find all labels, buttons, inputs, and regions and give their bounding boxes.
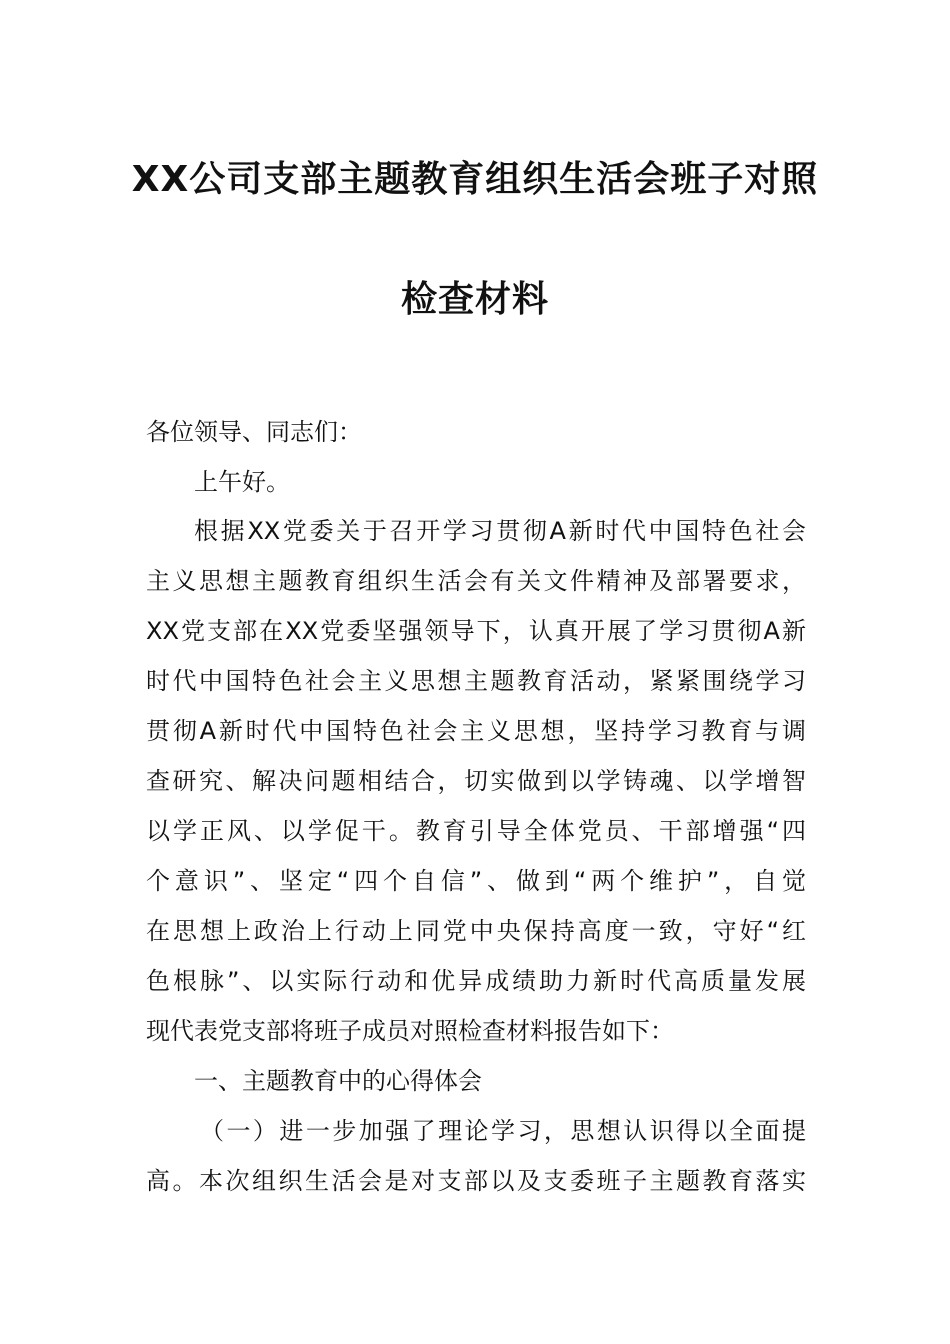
section-heading: 一、主题教育中的心得体会	[194, 1067, 482, 1095]
salutation: 各位领导、同志们：	[146, 418, 362, 446]
paragraph-line: 贯彻A新时代中国特色社会主义思想，坚持学习教育与调	[146, 717, 806, 745]
paragraph-line: 根据XX党委关于召开学习贯彻A新时代中国特色社会	[194, 517, 806, 545]
paragraph-line: 在思想上政治上行动上同党中央保持高度一致，守好“红	[146, 917, 806, 945]
document-title-line-1: XX公司支部主题教育组织生活会班子对照	[131, 159, 819, 200]
subsection-line: 高。本次组织生活会是对支部以及支委班子主题教育落实	[146, 1167, 806, 1195]
paragraph-line: 主义思想主题教育组织生活会有关文件精神及部署要求，	[146, 567, 806, 595]
paragraph-line: 查研究、解决问题相结合，切实做到以学铸魂、以学增智	[146, 767, 806, 795]
paragraph-line: 现代表党支部将班子成员对照检查材料报告如下：	[146, 1017, 674, 1045]
subsection-line: （一）进一步加强了理论学习，思想认识得以全面提	[200, 1117, 806, 1145]
paragraph-line: XX党支部在XX党委坚强领导下，认真开展了学习贯彻A新	[146, 617, 806, 645]
document-title-line-2: 检查材料	[400, 279, 549, 320]
paragraph-line: 时代中国特色社会主义思想主题教育活动，紧紧围绕学习	[146, 667, 806, 695]
greeting: 上午好。	[194, 468, 290, 496]
paragraph-line: 色根脉”、以实际行动和优异成绩助力新时代高质量发展	[146, 967, 806, 995]
paragraph-line: 以学正风、以学促干。教育引导全体党员、干部增强“四	[146, 817, 806, 845]
paragraph-line: 个意识”、坚定“四个自信”、做到“两个维护”，自觉	[146, 867, 806, 895]
